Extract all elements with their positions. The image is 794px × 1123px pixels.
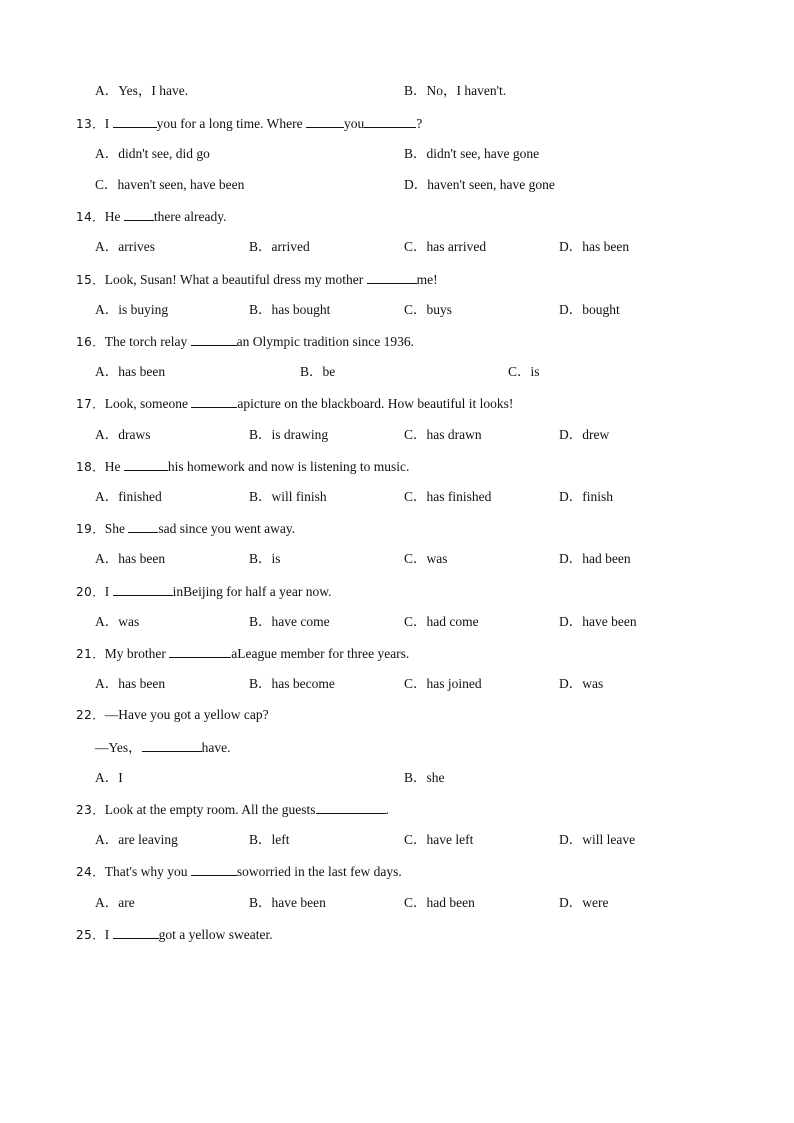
question-text: He	[104, 209, 124, 224]
question-text: That's why you	[104, 864, 191, 879]
question-text: ?	[416, 116, 423, 131]
q19-option-c: C．was	[404, 551, 448, 566]
question-number: 17．	[76, 397, 105, 411]
question-text: My brother	[104, 646, 170, 661]
q22-option-b: B．she	[404, 770, 445, 785]
question-text: —Have you got a yellow cap?	[104, 707, 269, 722]
question-text: his homework and now is listening to music.	[167, 459, 410, 474]
q13-option-d: D．haven't seen, have gone	[404, 177, 555, 192]
answer-blank	[364, 114, 416, 128]
question-text: soworried in the last few days.	[236, 864, 402, 879]
question-number: 23．	[76, 803, 105, 817]
q21-option-b: B．has become	[249, 676, 335, 691]
q19-option-b: B．is	[249, 551, 281, 566]
q20-option-d: D．have been	[559, 614, 637, 629]
q18-option-b: B．will finish	[249, 489, 327, 504]
question-number: 19．	[76, 522, 105, 536]
answer-blank	[316, 800, 386, 814]
question-25	[76, 925, 273, 944]
q17-option-c: C．has drawn	[404, 427, 482, 442]
answer-blank	[191, 394, 237, 408]
question-22-answer-line	[95, 738, 231, 757]
question-text: I	[104, 116, 113, 131]
question-text: inBeijing for half a year now.	[172, 584, 332, 599]
answer-blank	[191, 332, 237, 346]
question-text: The torch relay	[104, 334, 191, 349]
question-22	[76, 706, 269, 724]
q21-option-d: D．was	[559, 676, 604, 691]
question-text: you for a long time. Where	[156, 116, 306, 131]
q15-option-c: C．buys	[404, 302, 453, 317]
question-text: sad since you went away.	[158, 521, 296, 536]
question-17	[76, 394, 513, 413]
q21-option-a: A．has been	[95, 676, 166, 691]
question-20	[76, 582, 331, 601]
q22-option-a: A．I	[95, 770, 123, 785]
question-text: I	[104, 584, 113, 599]
q12-option-a: A．Yes，I have.	[95, 83, 189, 98]
question-number: 24．	[76, 865, 105, 879]
q15-option-a: A．is buying	[95, 302, 169, 317]
q13-option-c: C．haven't seen, have been	[95, 177, 245, 192]
q19-option-d: D．had been	[559, 551, 631, 566]
q14-option-a: A．arrives	[95, 239, 155, 254]
q23-option-c: C．have left	[404, 832, 474, 847]
question-number: 25．	[76, 928, 105, 942]
q20-option-c: C．had come	[404, 614, 479, 629]
question-24	[76, 862, 402, 881]
question-text: Look at the empty room. All the guests	[104, 802, 316, 817]
question-text: apicture on the blackboard. How beautiful it looks!	[237, 396, 514, 411]
question-number: 21．	[76, 647, 105, 661]
question-number: 13．	[76, 117, 105, 131]
question-text: me!	[416, 272, 438, 287]
question-23	[76, 800, 389, 819]
answer-blank	[367, 270, 417, 284]
q24-option-d: D．were	[559, 895, 609, 910]
q16-option-c: C．is	[508, 364, 540, 379]
question-text: He	[104, 459, 124, 474]
question-number: 22．	[76, 708, 105, 722]
q14-option-c: C．has arrived	[404, 239, 487, 254]
answer-blank	[124, 457, 168, 471]
question-text: aLeague member for three years.	[231, 646, 410, 661]
question-number: 14．	[76, 210, 105, 224]
question-19	[76, 519, 295, 538]
question-text: have.	[201, 740, 231, 755]
answer-blank	[169, 644, 231, 658]
answer-blank	[113, 925, 159, 939]
question-text: I	[104, 927, 113, 942]
question-15	[76, 270, 438, 289]
answer-blank	[142, 738, 202, 752]
q23-option-b: B．left	[249, 832, 290, 847]
q18-option-d: D．finish	[559, 489, 613, 504]
q17-option-b: B．is drawing	[249, 427, 329, 442]
answer-blank	[306, 114, 344, 128]
answer-blank	[128, 519, 158, 533]
question-number: 18．	[76, 460, 105, 474]
question-14	[76, 207, 226, 226]
answer-blank	[113, 582, 173, 596]
q17-option-d: D．drew	[559, 427, 610, 442]
q13-option-b: B．didn't see, have gone	[404, 146, 540, 161]
q16-option-a: A．has been	[95, 364, 166, 379]
q15-option-b: B．has bought	[249, 302, 331, 317]
q23-option-a: A．are leaving	[95, 832, 178, 847]
q13-option-a: A．didn't see, did go	[95, 146, 210, 161]
q20-option-a: A．was	[95, 614, 140, 629]
q12-option-b: B．No，I haven't.	[404, 83, 507, 98]
q15-option-d: D．bought	[559, 302, 620, 317]
question-text: She	[104, 521, 129, 536]
question-number: 16．	[76, 335, 105, 349]
q19-option-a: A．has been	[95, 551, 166, 566]
question-18	[76, 457, 409, 476]
q21-option-c: C．has joined	[404, 676, 482, 691]
question-text: got a yellow sweater.	[158, 927, 273, 942]
q20-option-b: B．have come	[249, 614, 330, 629]
question-text: —Yes，	[95, 740, 142, 755]
answer-blank	[191, 862, 237, 876]
q14-option-b: B．arrived	[249, 239, 310, 254]
q24-option-c: C．had been	[404, 895, 475, 910]
q16-option-b: B．be	[300, 364, 336, 379]
q18-option-c: C．has finished	[404, 489, 492, 504]
question-text: you	[344, 116, 365, 131]
q23-option-d: D．will leave	[559, 832, 636, 847]
question-text: Look, Susan! What a beautiful dress my mother	[104, 272, 367, 287]
question-text: Look, someone	[104, 396, 192, 411]
question-13	[76, 114, 422, 133]
answer-blank	[124, 207, 154, 221]
q17-option-a: A．draws	[95, 427, 151, 442]
q24-option-b: B．have been	[249, 895, 326, 910]
q14-option-d: D．has been	[559, 239, 630, 254]
question-text: .	[385, 802, 389, 817]
question-21	[76, 644, 409, 663]
question-text: there already.	[153, 209, 227, 224]
q24-option-a: A．are	[95, 895, 135, 910]
question-16	[76, 332, 414, 351]
question-number: 20．	[76, 585, 105, 599]
question-text: an Olympic tradition since 1936.	[236, 334, 414, 349]
question-number: 15．	[76, 273, 105, 287]
answer-blank	[113, 114, 157, 128]
q18-option-a: A．finished	[95, 489, 162, 504]
